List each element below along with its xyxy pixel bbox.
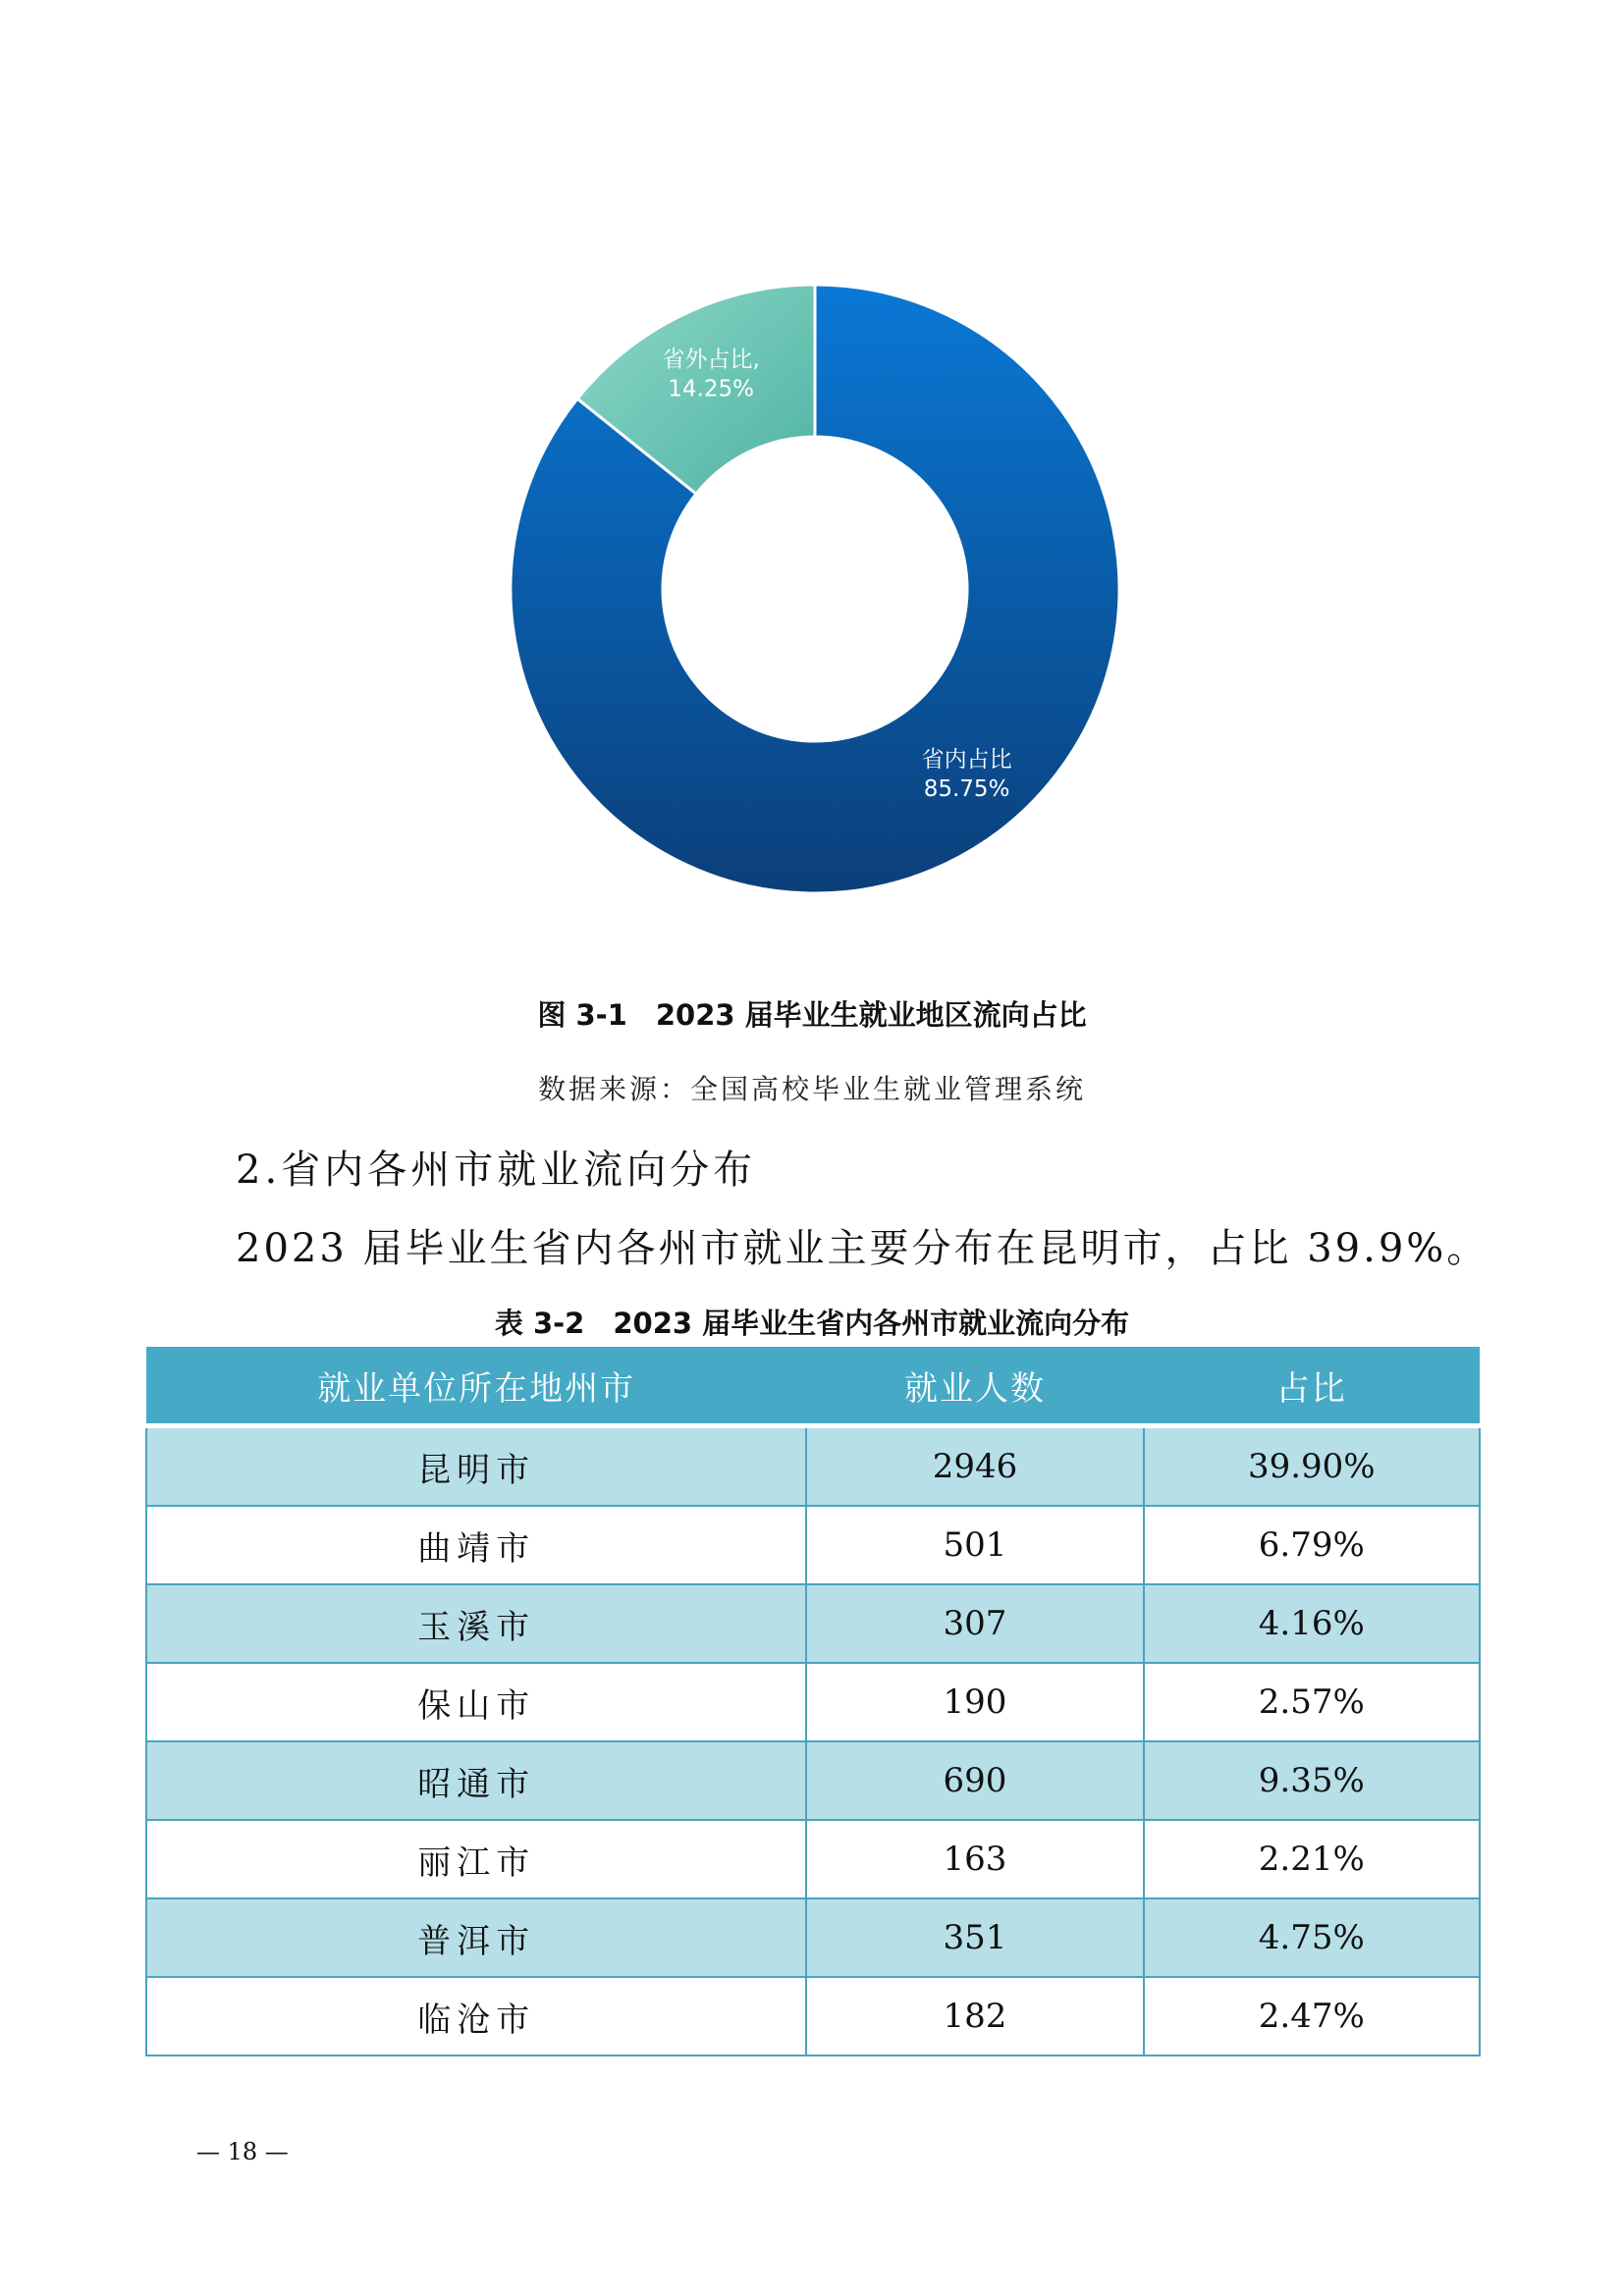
donut-chart — [491, 265, 1139, 913]
table-row — [146, 1977, 1480, 2056]
cell-count: 182 — [806, 1977, 1143, 2056]
cell-count: 307 — [806, 1584, 1143, 1663]
cell-city: 保山市 — [146, 1663, 806, 1741]
table-row — [146, 1898, 1480, 1977]
cell-city: 临沧市 — [146, 1977, 806, 2056]
header-ratio: 占比 — [1144, 1347, 1480, 1426]
header-city: 就业单位所在地州市 — [146, 1347, 806, 1426]
slice-value-1: 14.25% — [668, 376, 755, 402]
cell-city: 丽江市 — [146, 1820, 806, 1898]
cell-ratio: 4.16% — [1144, 1584, 1480, 1663]
source-note: 数据来源：全国高校毕业生就业管理系统 — [537, 1073, 1086, 1105]
cell-city: 昭通市 — [146, 1741, 806, 1820]
table-row — [146, 1820, 1480, 1898]
cell-ratio: 9.35% — [1144, 1741, 1480, 1820]
cell-ratio: 2.47% — [1144, 1977, 1480, 2056]
header-count: 就业人数 — [806, 1347, 1143, 1426]
slice-label-0: 省内占比 — [921, 746, 1012, 773]
cell-city: 玉溪市 — [146, 1584, 806, 1663]
page-number: — 18 — — [196, 2138, 289, 2165]
table-caption: 表 3-2 2023 届毕业生省内各州市就业流向分布 — [494, 1307, 1130, 1340]
table-row — [146, 1506, 1480, 1584]
table-row — [146, 1741, 1480, 1820]
cell-count: 163 — [806, 1820, 1143, 1898]
table-header-row — [146, 1347, 1480, 1426]
cell-count: 351 — [806, 1898, 1143, 1977]
table-row — [146, 1426, 1480, 1507]
cell-ratio: 2.21% — [1144, 1820, 1480, 1898]
cell-city: 昆明市 — [146, 1426, 806, 1507]
cell-ratio: 2.57% — [1144, 1663, 1480, 1741]
cell-ratio: 39.90% — [1144, 1426, 1480, 1507]
cell-city: 曲靖市 — [146, 1506, 806, 1584]
slice-label-1: 省外占比, — [662, 347, 760, 373]
body-paragraph: 2023 届毕业生省内各州市就业主要分布在昆明市，占比 39.9%。 — [236, 1226, 1489, 1271]
cell-count: 190 — [806, 1663, 1143, 1741]
figure-caption: 图 3-1 2023 届毕业生就业地区流向占比 — [537, 998, 1087, 1032]
section-heading: 2.省内各州市就业流向分布 — [236, 1148, 757, 1193]
cell-count: 2946 — [806, 1426, 1143, 1507]
cell-city: 普洱市 — [146, 1898, 806, 1977]
cell-ratio: 4.75% — [1144, 1898, 1480, 1977]
employment-table — [145, 1347, 1481, 2056]
cell-ratio: 6.79% — [1144, 1506, 1480, 1584]
table-row — [146, 1584, 1480, 1663]
slice-value-0: 85.75% — [923, 775, 1010, 802]
table-row — [146, 1663, 1480, 1741]
donut-svg — [491, 265, 1139, 913]
cell-count: 690 — [806, 1741, 1143, 1820]
cell-count: 501 — [806, 1506, 1143, 1584]
